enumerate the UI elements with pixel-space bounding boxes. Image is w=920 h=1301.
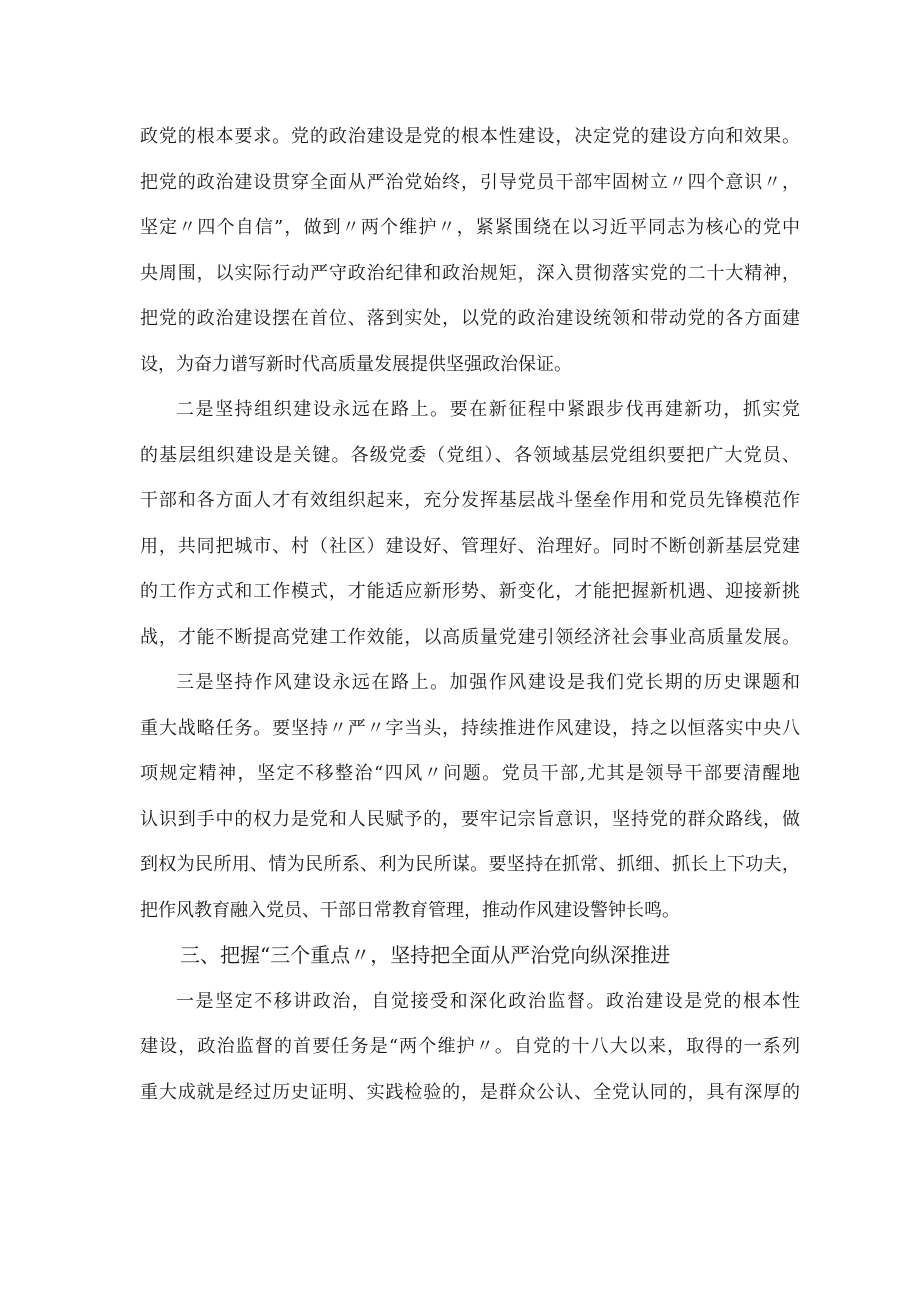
document-body	[140, 114, 800, 1115]
text-line: 二是坚持组织建设永远在路上。要在新征程中紧跟步伐再建新功，抓实党	[176, 399, 800, 420]
text-line: 用，共同把城市、村（社区）建设好、管理好、治理好。同时不断创新基层党建	[140, 535, 800, 557]
paragraph-style-construction	[140, 660, 800, 933]
text-line: 重大战略任务。要坚持〃严〃字当头，持续推进作风建设，持之以恒落实中央八	[140, 717, 800, 739]
text-line: 把作风教育融入党员、干部日常教育管理，推动作风建设警钟长鸣。	[140, 899, 680, 921]
text-line: 的基层组织建设是关键。各级党委（党组）、各领域基层党组织要把广大党员、	[140, 444, 800, 466]
text-line: 三是坚持作风建设永远在路上。加强作风建设是我们党长期的历史课题和	[176, 672, 800, 693]
text-line: 战，才能不断提高党建工作效能，以高质量党建引领经济社会事业高质量发展。	[140, 626, 800, 648]
paragraph-organization-construction	[140, 387, 800, 660]
text-line: 重大成就是经过历史证明、实践检验的，是群众公认、全党认同的，具有深厚的	[140, 1081, 800, 1103]
text-line: 坚定〃四个自信”，做到〃两个维护〃，紧紧围绕在以习近平同志为核心的党中	[140, 217, 800, 238]
text-line: 认识到手中的权力是党和人民赋予的，要牢记宗旨意识，坚持党的群众路线，做	[140, 808, 800, 830]
text-line: 的工作方式和工作模式，才能适应新形势、新变化，才能把握新机遇、迎接新挑	[140, 581, 800, 602]
text-line: 把党的政治建设摆在首位、落到实处，以党的政治建设统领和带动党的各方面建	[140, 308, 800, 329]
text-line: 建设，政治监督的首要任务是“两个维护〃。自党的十八大以来，取得的一系列	[140, 1036, 800, 1057]
text-line: 项规定精神，坚定不移整治“四风〃问题。党员干部,尤其是领导干部要清醒地	[140, 763, 800, 784]
paragraph-political-supervision	[140, 979, 800, 1116]
section-heading: 三、把握“三个重点〃，坚持把全面从严治党向纵深推进	[180, 943, 671, 967]
text-line: 把党的政治建设贯穿全面从严治党始终，引导党员干部牢固树立〃四个意识〃，	[140, 171, 800, 193]
text-line: 干部和各方面人才有效组织起来，充分发挥基层战斗堡垒作用和党员先锋模范作	[140, 490, 800, 511]
text-line: 设，为奋力谱写新时代高质量发展提供坚强政治保证。	[140, 353, 572, 375]
text-line: 一是坚定不移讲政治，自觉接受和深化政治监督。政治建设是党的根本性	[176, 990, 800, 1012]
text-line: 到权为民所用、情为民所系、利为民所谋。要坚持在抓常、抓细、抓长上下功夫，	[140, 854, 800, 875]
paragraph-political-construction	[140, 114, 800, 387]
text-line: 政党的根本要求。党的政治建设是党的根本性建设，决定党的建设方向和效果。	[140, 126, 800, 147]
text-line: 央周围，以实际行动严守政治纪律和政治规矩，深入贯彻落实党的二十大精神，	[140, 262, 800, 284]
